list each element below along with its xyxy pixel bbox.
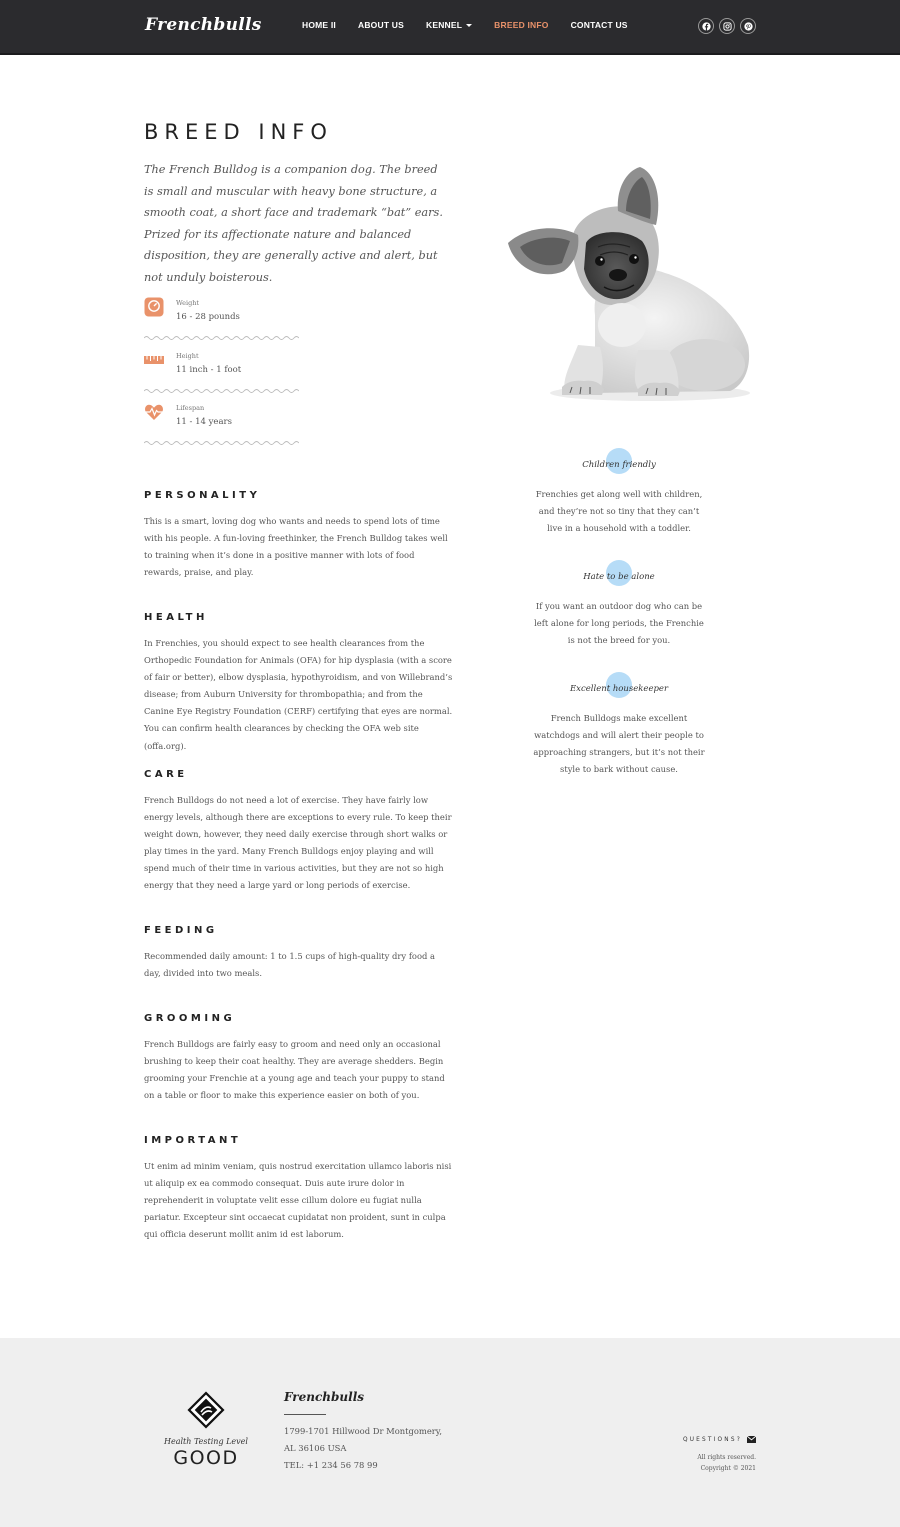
questions-label: QUESTIONS?	[682, 1436, 742, 1443]
envelope-icon	[747, 1436, 756, 1443]
section-important	[144, 1135, 454, 1243]
social-links	[698, 18, 756, 34]
footer-divider	[284, 1414, 326, 1415]
site-footer	[0, 1338, 900, 1527]
page-title: BREED INFO	[144, 120, 333, 144]
section-body: In Frenchies, you should expect to see health clearances from the Orthopedic Foundation for Animals (OFA) for hip dysplasia (with a score of fair or better), elbow dysplasia, hypothyroidism, and von Willebrand’s disease; from Auburn University for thrombopathia; and from the Canine Eye Registry Foundation (CERF) certifying that eyes are normal. You can confirm health clearances by checking the OFA web site (offa.org).	[144, 638, 453, 751]
breed-stats	[144, 295, 299, 453]
nav-home[interactable]: HOME II	[302, 20, 336, 30]
main-nav	[302, 20, 650, 30]
instagram-icon[interactable]	[719, 18, 735, 34]
wave-divider	[144, 335, 299, 341]
address-line: AL 36106 USA	[284, 1443, 347, 1454]
address-line: 1799-1701 Hillwood Dr Montgomery,	[284, 1426, 443, 1436]
section-body: Ut enim ad minim veniam, quis nostrud exercitation ullamco laboris nisi ut aliquip ex ea commodo consequat. Duis aute irure dolor in reprehenderit in voluptate velit esse cillum dolore eu fugiat nulla pariatur. Excepteur sint occaecat cupidatat non proident, sunt in culpa qui officia deserunt mollit anim id est laborum.	[144, 1161, 452, 1240]
nav-kennel[interactable]	[426, 20, 472, 30]
intro-text: The French Bulldog is a companion dog. The breed is small and muscular with heavy bone structure, a smooth coat, a short face and trademark “bat” ears. Prized for its affectionate nature and balanced disposition, they are generally active and alert, but not unduly boisterous.	[144, 163, 443, 284]
feature-hate-alone	[530, 572, 708, 649]
nav-kennel-label: KENNEL	[426, 20, 463, 30]
feature-body: French Bulldogs make excellent watchdogs and will alert their people to approaching strangers, but it’s not their style to bark without cause.	[533, 713, 705, 775]
stat-height	[144, 348, 299, 401]
rights-text: All rights reserved.	[697, 1454, 756, 1461]
section-health	[144, 612, 454, 755]
feature-title: Hate to be alone	[583, 572, 655, 582]
footer-logo[interactable]: Frenchbulls	[284, 1390, 365, 1404]
stat-label: Weight	[176, 299, 200, 307]
facebook-icon[interactable]	[698, 18, 714, 34]
nav-about[interactable]: ABOUT US	[358, 20, 404, 30]
nav-breed-info[interactable]: BREED INFO	[494, 20, 549, 30]
site-header	[0, 0, 900, 55]
phone-number[interactable]: TEL: +1 234 56 78 99	[284, 1460, 378, 1471]
scale-icon	[144, 297, 164, 317]
copyright-text: Copyright © 2021	[700, 1465, 756, 1472]
copyright	[697, 1452, 756, 1474]
feature-body: Frenchies get along well with children, and they’re not so tiny that they can’t live in a household with a toddler.	[535, 489, 703, 534]
health-badge	[160, 1391, 252, 1469]
feature-title: Excellent housekeeper	[569, 684, 669, 694]
stat-value: 16 - 28 pounds	[176, 312, 240, 322]
pinterest-icon[interactable]	[740, 18, 756, 34]
badge-level: GOOD	[173, 1447, 239, 1469]
chevron-down-icon	[466, 24, 472, 27]
stat-label: Lifespan	[176, 404, 205, 412]
feature-children-friendly	[530, 460, 708, 537]
heartbeat-icon	[144, 402, 164, 422]
section-heading: GROOMING	[144, 1013, 236, 1024]
feature-title: Children friendly	[582, 460, 656, 470]
feature-body: If you want an outdoor dog who can be left alone for long periods, the Frenchie is not the breed for you.	[534, 601, 704, 646]
section-body: This is a smart, loving dog who wants and needs to spend lots of time with his people. A fun-loving freethinker, the French Bulldog takes well to training when it’s done in a positive manner with lots of food rewards, praise, and play.	[144, 516, 448, 578]
ruler-icon	[144, 350, 164, 370]
stat-label: Height	[176, 351, 199, 360]
stat-value: 11 - 14 years	[176, 417, 232, 427]
stat-value: 11 inch - 1 foot	[176, 364, 242, 375]
stat-lifespan	[144, 400, 299, 453]
section-heading: CARE	[144, 769, 188, 780]
wave-divider	[144, 440, 299, 446]
section-heading: IMPORTANT	[144, 1135, 242, 1146]
section-body: French Bulldogs do not need a lot of exercise. They have fairly low energy levels, although there are exceptions to every rule. To keep their weight down, however, they need daily exercise through short walks or play times in the yard. Many French Bulldogs enjoy playing and will spend much of their time in various activities, but they are not so high energy that they need a large yard or long periods of exercise.	[144, 795, 452, 891]
section-body: Recommended daily amount: 1 to 1.5 cups of high-quality dry food a day, divided into two meals.	[144, 951, 436, 979]
section-body: French Bulldogs are fairly easy to groom and need only an occasional brushing to keep their coat healthy. They are average shedders. Begin grooming your Frenchie at a young age and teach your puppy to stand on a table or floor to make this experience easier on both of you.	[144, 1039, 445, 1101]
section-personality	[144, 490, 454, 581]
section-feeding	[144, 925, 454, 982]
nav-contact[interactable]: CONTACT US	[570, 20, 628, 30]
section-heading: PERSONALITY	[144, 490, 261, 501]
health-badge-icon	[187, 1391, 225, 1429]
badge-label: Health Testing Level	[164, 1437, 248, 1446]
french-bulldog-photo	[500, 165, 755, 405]
questions-link[interactable]	[683, 1436, 756, 1443]
feature-housekeeper	[530, 684, 708, 778]
section-heading: FEEDING	[144, 925, 218, 936]
section-grooming	[144, 1013, 454, 1104]
footer-address	[284, 1423, 442, 1474]
section-care	[144, 769, 454, 895]
section-heading: HEALTH	[144, 612, 208, 623]
stat-weight	[144, 295, 299, 348]
wave-divider	[144, 388, 299, 394]
site-logo[interactable]: Frenchbulls	[145, 15, 262, 35]
